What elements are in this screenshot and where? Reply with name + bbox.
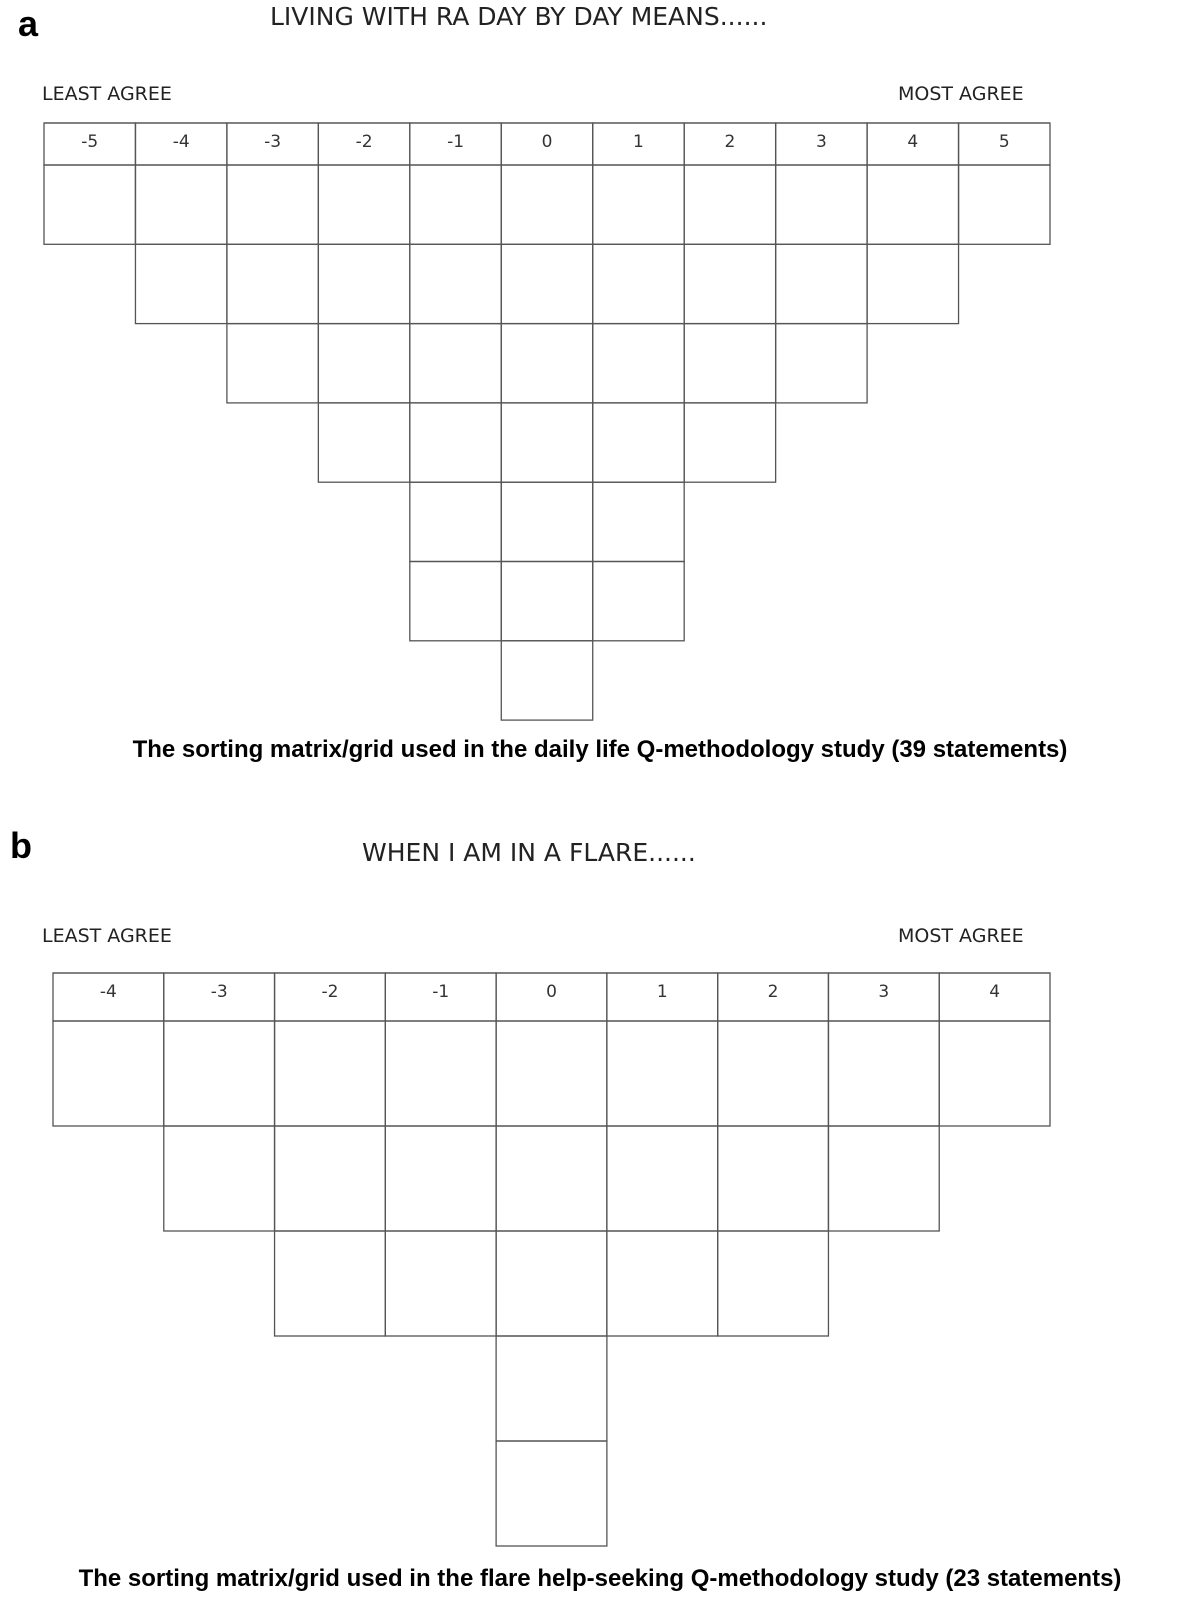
panel-b-sort-cell[interactable] [718,1231,829,1336]
panel-b-sort-cell[interactable] [718,1021,829,1126]
panel-b-column-label: -2 [321,982,339,1002]
panel-b-sort-cell[interactable] [607,1231,718,1336]
panel-b-column-label: -3 [210,982,228,1002]
panel-b-sort-cell[interactable] [607,1021,718,1126]
panel-b-sort-cell[interactable] [385,1231,496,1336]
panel-b-column-label: 2 [767,982,779,1002]
panel-b-sort-cell[interactable] [496,1126,607,1231]
panel-a-column-label: 2 [724,132,736,152]
panel-a-column-label: -4 [172,132,190,152]
panel-b-column-label: 4 [989,982,1001,1002]
panel-a-title: LIVING WITH RA DAY BY DAY MEANS...... [270,2,768,31]
panel-b-sort-cell[interactable] [385,1126,496,1231]
panel-b-sort-cell[interactable] [939,1021,1050,1126]
panel-b-sort-cell[interactable] [828,1021,939,1126]
panel-b-sort-cell[interactable] [164,1126,275,1231]
panel-b-sort-cell[interactable] [275,1231,386,1336]
panel-b-column-label: -1 [432,982,450,1002]
panel-a-caption: The sorting matrix/grid used in the daily life Q-methodology study (39 statements) [132,736,1068,763]
panel-b-sort-cell[interactable] [496,1441,607,1546]
panel-b-column-label: -4 [99,982,117,1002]
panel-b-sort-cell[interactable] [275,1126,386,1231]
panel-b-title: WHEN I AM IN A FLARE...... [362,838,696,867]
panel-b-sort-cell[interactable] [496,1336,607,1441]
panel-a-column-label: -3 [264,132,282,152]
panel-b-letter: b [10,825,32,866]
panel-b-least-agree-label: LEAST AGREE [42,925,172,947]
panel-b-sort-cell[interactable] [53,1021,164,1126]
panel-b-caption: The sorting matrix/grid used in the flare help-seeking Q-methodology study (23 statements) [78,1565,1122,1592]
panel-b-sort-cell[interactable] [385,1021,496,1126]
panel-a-least-agree-label: LEAST AGREE [42,83,172,105]
panel-b-sort-cell[interactable] [164,1021,275,1126]
panel-b-column-label: 1 [656,982,668,1002]
panel-a-column-label: -5 [81,132,99,152]
panel-b-column-label: 0 [546,982,557,1002]
panel-a-column-label: 0 [541,132,553,152]
panel-b-most-agree-label: MOST AGREE [898,925,1024,947]
panel-a-column-label: -2 [355,132,373,152]
panel-a-letter: a [18,3,39,44]
panel-b-sort-cell[interactable] [275,1021,386,1126]
panel-a-column-label: -1 [447,132,465,152]
panel-a-column-label: 1 [633,132,644,152]
panel-b-sort-cell[interactable] [607,1126,718,1231]
panel-a-column-label: 4 [907,132,919,152]
panel-a-column-label: 3 [815,132,827,152]
panel-b-sort-cell[interactable] [828,1126,939,1231]
panel-b-sort-cell[interactable] [718,1126,829,1231]
panel-a-column-label: 5 [998,132,1010,152]
panel-b-sort-cell[interactable] [496,1021,607,1126]
panel-b-sort-cell[interactable] [496,1231,607,1336]
panel-a-most-agree-label: MOST AGREE [898,83,1024,105]
panel-b-column-label: 3 [878,982,890,1002]
